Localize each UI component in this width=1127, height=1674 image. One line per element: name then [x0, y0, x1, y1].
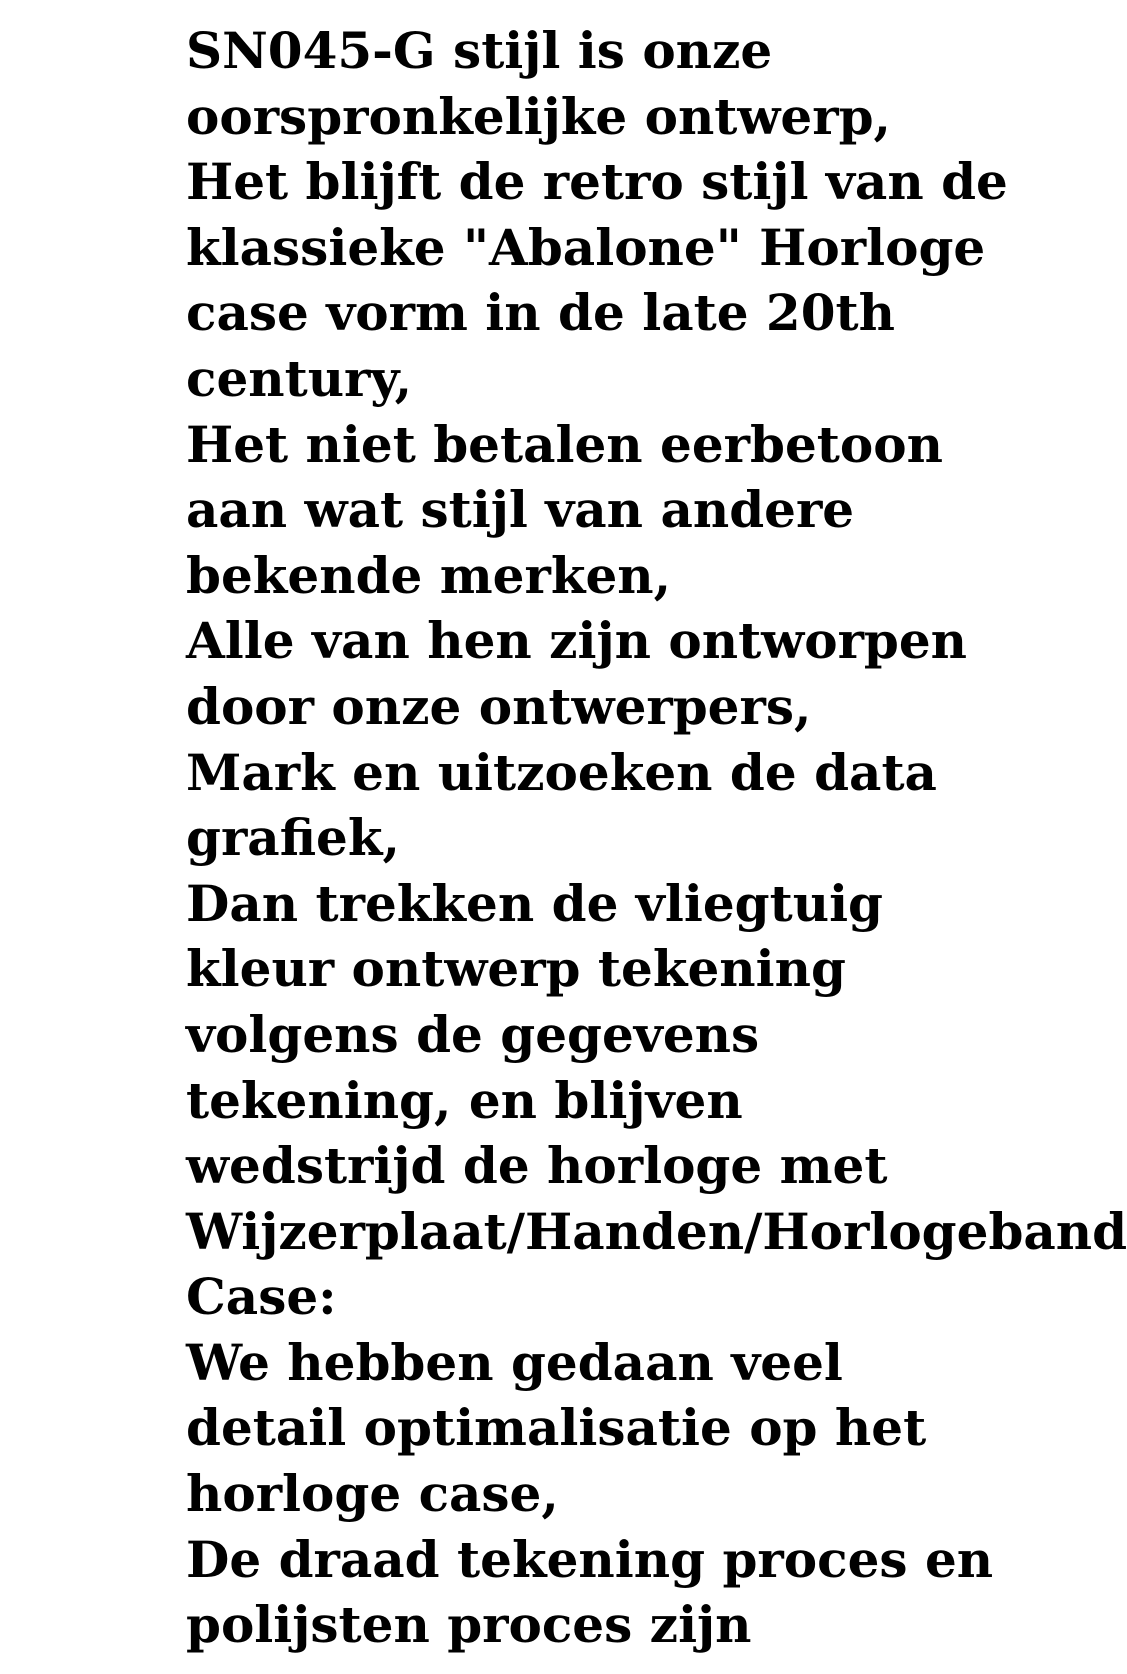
- text-line: grafiek,: [186, 808, 400, 868]
- article-text: [186, 18, 1127, 1674]
- text-line: tekening, en blijven: [186, 1070, 743, 1130]
- text-line: aan wat stijl van andere: [186, 480, 855, 540]
- text-line: volgens de gegevens: [186, 1004, 760, 1064]
- text-line: Mark en uitzoeken de data: [186, 742, 937, 802]
- text-line: klassieke "Abalone" Horloge: [186, 217, 986, 277]
- text-line: Alle van hen zijn ontworpen: [186, 611, 968, 671]
- text-line: bekende merken,: [186, 545, 672, 605]
- text-line: case vorm in de late 20th: [186, 283, 895, 343]
- text-line: Wijzerplaat/Handen/Horlogeband: [186, 1201, 1127, 1261]
- text-line: Het niet betalen eerbetoon: [186, 414, 943, 474]
- text-line: century,: [186, 348, 413, 408]
- text-line: SN045-G stijl is onze: [186, 21, 773, 80]
- text-line: Het blijft de retro stijl van de: [186, 152, 1008, 212]
- text-line: We hebben gedaan veel: [186, 1332, 843, 1392]
- text-line: oorspronkelijke ontwerp,: [186, 86, 891, 146]
- text-line: detail optimalisatie op het: [186, 1398, 927, 1458]
- text-line: wedstrijd de horloge met: [186, 1136, 888, 1196]
- text-line: De draad tekening proces en: [186, 1529, 994, 1589]
- text-line: polijsten proces zijn: [186, 1595, 752, 1655]
- text-line: Dan trekken de vliegtuig: [186, 873, 884, 933]
- text-line: door onze ontwerpers,: [186, 676, 812, 736]
- text-line: kleur ontwerp tekening: [186, 939, 846, 999]
- text-line: Case:: [186, 1267, 337, 1327]
- text-line: horloge case,: [186, 1464, 559, 1524]
